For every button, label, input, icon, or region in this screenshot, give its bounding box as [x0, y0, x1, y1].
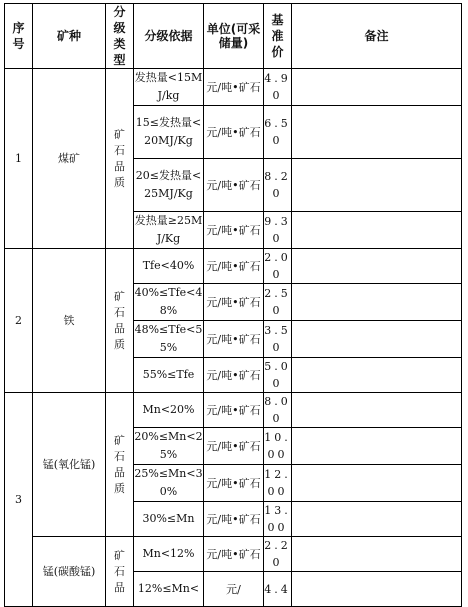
table-row — [5, 393, 462, 428]
mineral-cell: 锰(氧化锰) — [33, 393, 106, 537]
unit-cell: 元/吨•矿石 — [204, 358, 264, 393]
header-seq: 序号 — [5, 4, 33, 69]
mineral-cell: 铁 — [33, 249, 106, 393]
class-type-cell: 矿石品质 — [106, 69, 134, 249]
seq-cell: 1 — [5, 69, 33, 249]
unit-cell: 元/吨•矿石 — [204, 106, 264, 159]
price-cell: 3.50 — [264, 321, 292, 358]
basis-cell: Tfe<40% — [134, 249, 204, 284]
header-row — [5, 4, 462, 69]
price-cell: 10.00 — [264, 428, 292, 465]
note-cell — [292, 428, 462, 465]
price-cell: 12.00 — [264, 465, 292, 502]
note-cell — [292, 502, 462, 537]
note-cell — [292, 212, 462, 249]
price-cell: 13.00 — [264, 502, 292, 537]
header-basis: 分级依据 — [134, 4, 204, 69]
note-cell — [292, 465, 462, 502]
note-cell — [292, 69, 462, 106]
basis-cell: 发热量≥25MJ/Kg — [134, 212, 204, 249]
price-cell: 5.00 — [264, 358, 292, 393]
basis-cell: 30%≤Mn — [134, 502, 204, 537]
price-cell: 4.90 — [264, 69, 292, 106]
basis-cell: Mn<20% — [134, 393, 204, 428]
unit-cell: 元/吨•矿石 — [204, 284, 264, 321]
class-type-cell: 矿石品质 — [106, 393, 134, 537]
basis-cell: 发热量<15MJ/kg — [134, 69, 204, 106]
price-cell: 2.00 — [264, 249, 292, 284]
price-cell: 4.4 — [264, 572, 292, 607]
basis-cell: 20≤发热量<25MJ/Kg — [134, 159, 204, 212]
note-cell — [292, 321, 462, 358]
note-cell — [292, 358, 462, 393]
basis-cell: 40%≤Tfe<48% — [134, 284, 204, 321]
note-cell — [292, 284, 462, 321]
unit-cell: 元/吨•矿石 — [204, 159, 264, 212]
unit-cell: 元/吨•矿石 — [204, 537, 264, 572]
basis-cell: 12%≤Mn< — [134, 572, 204, 607]
basis-cell: 20%≤Mn<25% — [134, 428, 204, 465]
class-type-cell: 矿石品质 — [106, 249, 134, 393]
basis-cell: 48%≤Tfe<55% — [134, 321, 204, 358]
price-cell: 2.50 — [264, 284, 292, 321]
basis-cell: Mn<12% — [134, 537, 204, 572]
mineral-cell: 锰(碳酸锰) — [33, 537, 106, 607]
note-cell — [292, 249, 462, 284]
header-mineral: 矿种 — [33, 4, 106, 69]
seq-cell: 2 — [5, 249, 33, 393]
price-cell: 8.20 — [264, 159, 292, 212]
mineral-price-table — [4, 3, 462, 607]
table-row — [5, 249, 462, 284]
basis-cell: 55%≤Tfe — [134, 358, 204, 393]
note-cell — [292, 393, 462, 428]
unit-cell: 元/吨•矿石 — [204, 502, 264, 537]
note-cell — [292, 537, 462, 572]
class-type-cell: 矿石品 — [106, 537, 134, 607]
basis-cell: 25%≤Mn<30% — [134, 465, 204, 502]
mineral-cell: 煤矿 — [33, 69, 106, 249]
header-class-type: 分级类型 — [106, 4, 134, 69]
price-cell: 6.50 — [264, 106, 292, 159]
note-cell — [292, 106, 462, 159]
unit-cell: 元/吨•矿石 — [204, 393, 264, 428]
unit-cell: 元/吨•矿石 — [204, 212, 264, 249]
unit-cell: 元/吨•矿石 — [204, 321, 264, 358]
price-cell: 9.30 — [264, 212, 292, 249]
unit-cell: 元/吨•矿石 — [204, 428, 264, 465]
header-base-price: 基准价 — [264, 4, 292, 69]
basis-cell: 15≤发热量<20MJ/Kg — [134, 106, 204, 159]
header-note: 备注 — [292, 4, 462, 69]
price-cell: 2.20 — [264, 537, 292, 572]
unit-cell: 元/吨•矿石 — [204, 249, 264, 284]
price-cell: 8.00 — [264, 393, 292, 428]
unit-cell: 元/吨•矿石 — [204, 465, 264, 502]
seq-cell: 3 — [5, 393, 33, 607]
table-row — [5, 69, 462, 106]
table-row — [5, 537, 462, 572]
note-cell — [292, 159, 462, 212]
note-cell — [292, 572, 462, 607]
header-unit: 单位(可采储量) — [204, 4, 264, 69]
unit-cell: 元/吨•矿石 — [204, 69, 264, 106]
unit-cell: 元/ — [204, 572, 264, 607]
